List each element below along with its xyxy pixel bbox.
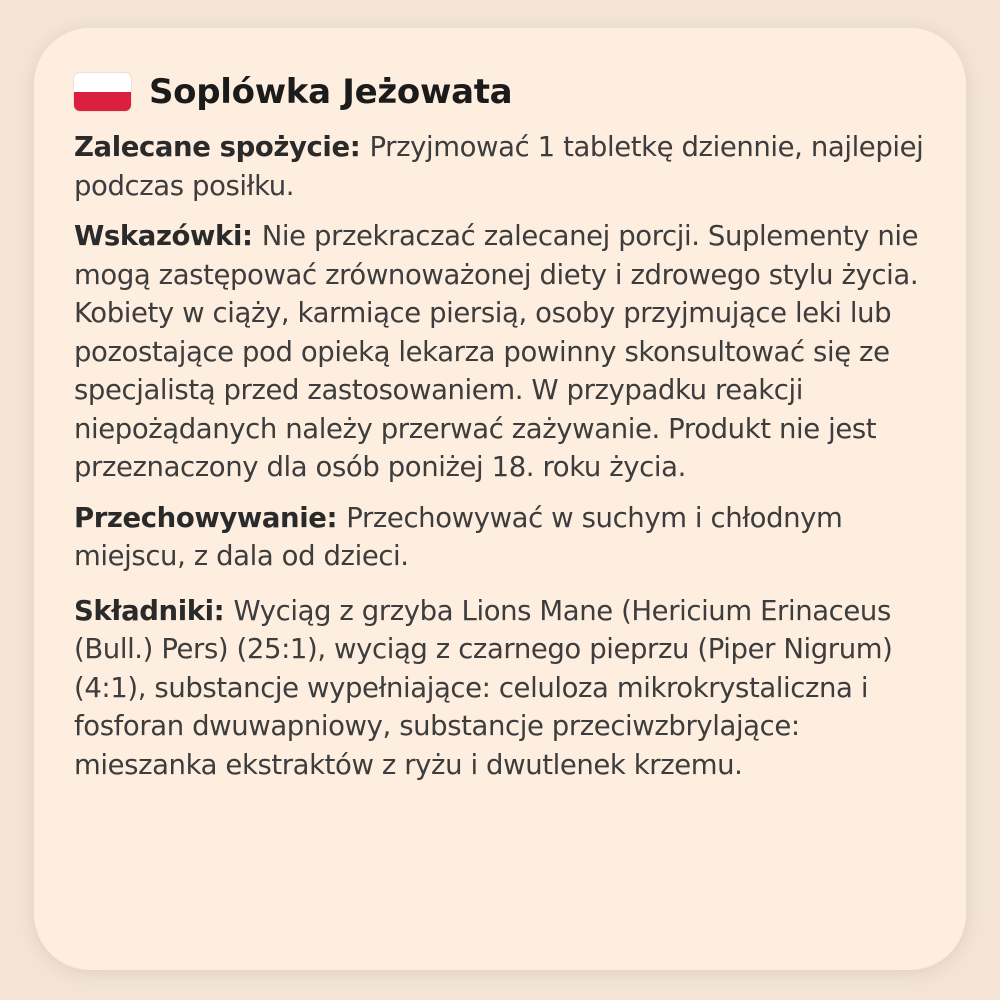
flag-red-stripe [74, 92, 131, 111]
section-label: Przechowywanie: [74, 501, 347, 534]
section-ingredients [74, 592, 926, 785]
section-guidelines [74, 217, 926, 487]
info-card [34, 28, 966, 970]
section-text: Nie przekraczać zalecanej porcji. Suplementy nie mogą zastępować zrównoważonej diety i zdrowego stylu życia. Kobiety w ciąży, karmiące piersią, osoby przyjmujące leki lub pozostające pod opieką lekarza powinny skonsultować się ze specjalistą przed zastosowaniem. W przypadku reakcji niepożądanych należy przerwać zażywanie. Produkt nie jest przeznaczony dla osób poniżej 18. roku życia. [74, 220, 919, 483]
section-text: Przechowywać w suchym i chłodnym miejscu, z dala od dzieci. [74, 501, 843, 572]
flag-white-stripe [74, 73, 131, 92]
section-label: Wskazówki: [74, 220, 262, 252]
section-storage [74, 499, 926, 576]
section-text: Wyciąg z grzyba Lions Mane (Hericium Erinaceus (Bull.) Pers) (25:1), wyciąg z czarnego pieprzu (Piper Nigrum) (4:1), substancje wypełniające: celuloza mikrokrystaliczna i fosforan dwuwapniowy, substancje przeciwzbrylające: mieszanka ekstraktów z ryżu i dwutlenek krzemu. [74, 594, 893, 781]
section-recommended-intake [74, 128, 926, 205]
section-label: Składniki: [74, 594, 234, 627]
card-header [74, 72, 926, 112]
product-title: Soplówka Jeżowata [149, 72, 513, 112]
section-text: Przyjmować 1 tabletkę dziennie, najlepiej podczas posiłku. [74, 131, 924, 202]
section-label: Zalecane spożycie: [74, 131, 370, 163]
poland-flag-icon [74, 73, 131, 111]
